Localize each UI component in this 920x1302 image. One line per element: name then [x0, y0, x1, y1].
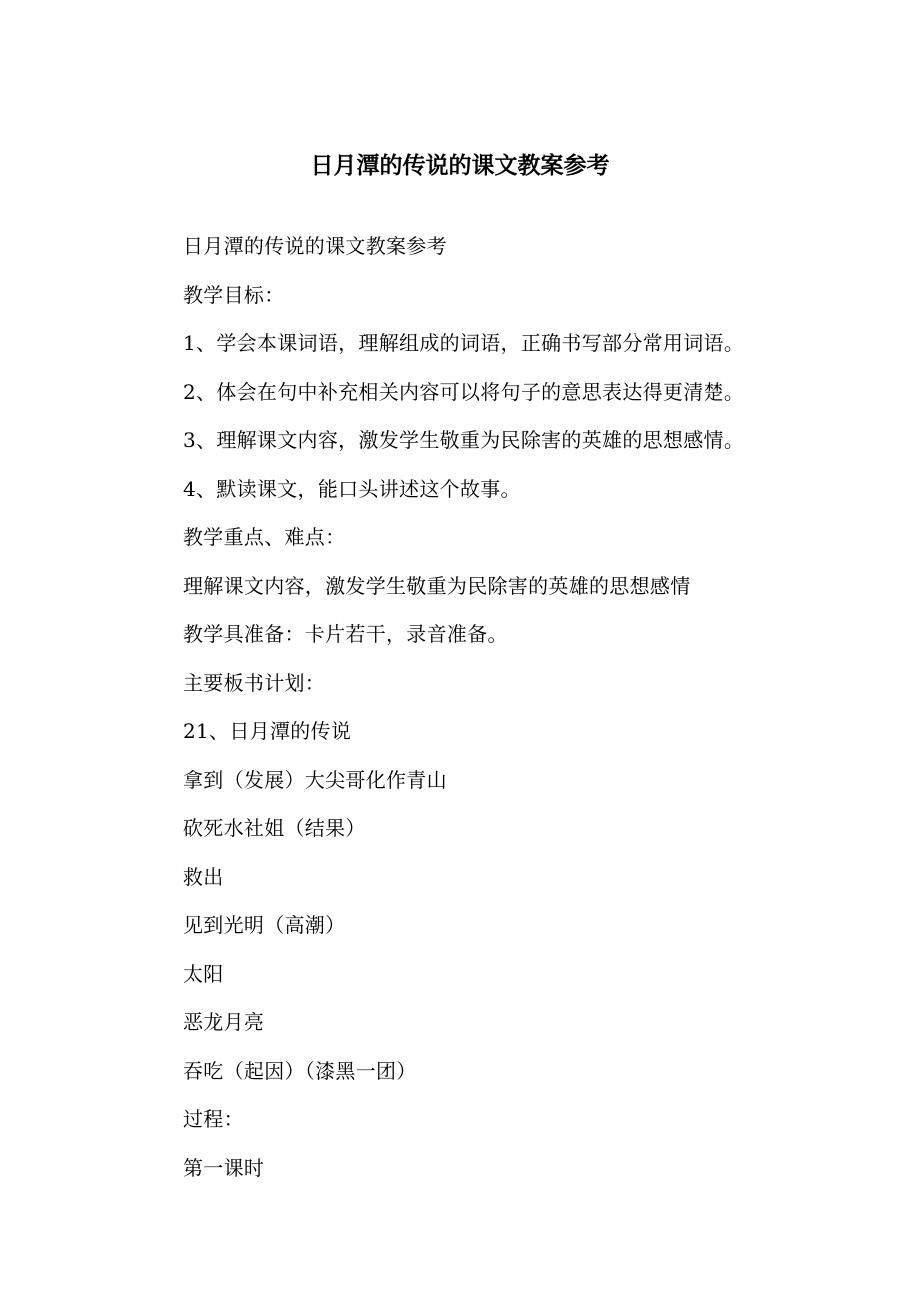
body-line: 主要板书计划： [183, 670, 326, 695]
body-line: 过程： [183, 1107, 244, 1131]
body-line: 教学具准备：卡片若干，录音准备。 [183, 622, 508, 646]
body-line: 救出 [183, 864, 224, 889]
body-line: 吞吃（起因）（漆黑一团） [183, 1058, 417, 1083]
body-line: 第一课时 [183, 1155, 265, 1180]
body-line: 3、理解课文内容，激发学生敬重为民除害的英雄的思想感情。 [183, 428, 745, 452]
body-line: 1、学会本课词语，理解组成的词语，正确书写部分常用词语。 [183, 331, 745, 355]
body-line: 拿到（发展）大尖哥化作青山 [183, 767, 447, 792]
body-line: 教学重点、难点： [183, 525, 346, 549]
body-line: 日月潭的传说的课文教案参考 [183, 234, 447, 258]
document-title: 日月潭的传说的课文教案参考 [310, 153, 610, 179]
body-line: 恶龙月亮 [183, 1010, 265, 1034]
body-line: 2、体会在句中补充相关内容可以将句子的意思表达得更清楚。 [183, 379, 745, 404]
body-line: 太阳 [183, 961, 224, 986]
body-line: 4、默读课文，能口头讲述这个故事。 [183, 476, 521, 501]
document-body [183, 228, 843, 1198]
body-line: 见到光明（高潮） [183, 913, 346, 937]
body-line: 21、日月潭的传说 [183, 719, 352, 743]
body-line: 理解课文内容，激发学生敬重为民除害的英雄的思想感情 [183, 573, 691, 598]
body-line: 砍死水社姐（结果） [183, 816, 366, 840]
body-line: 教学目标： [183, 282, 285, 307]
